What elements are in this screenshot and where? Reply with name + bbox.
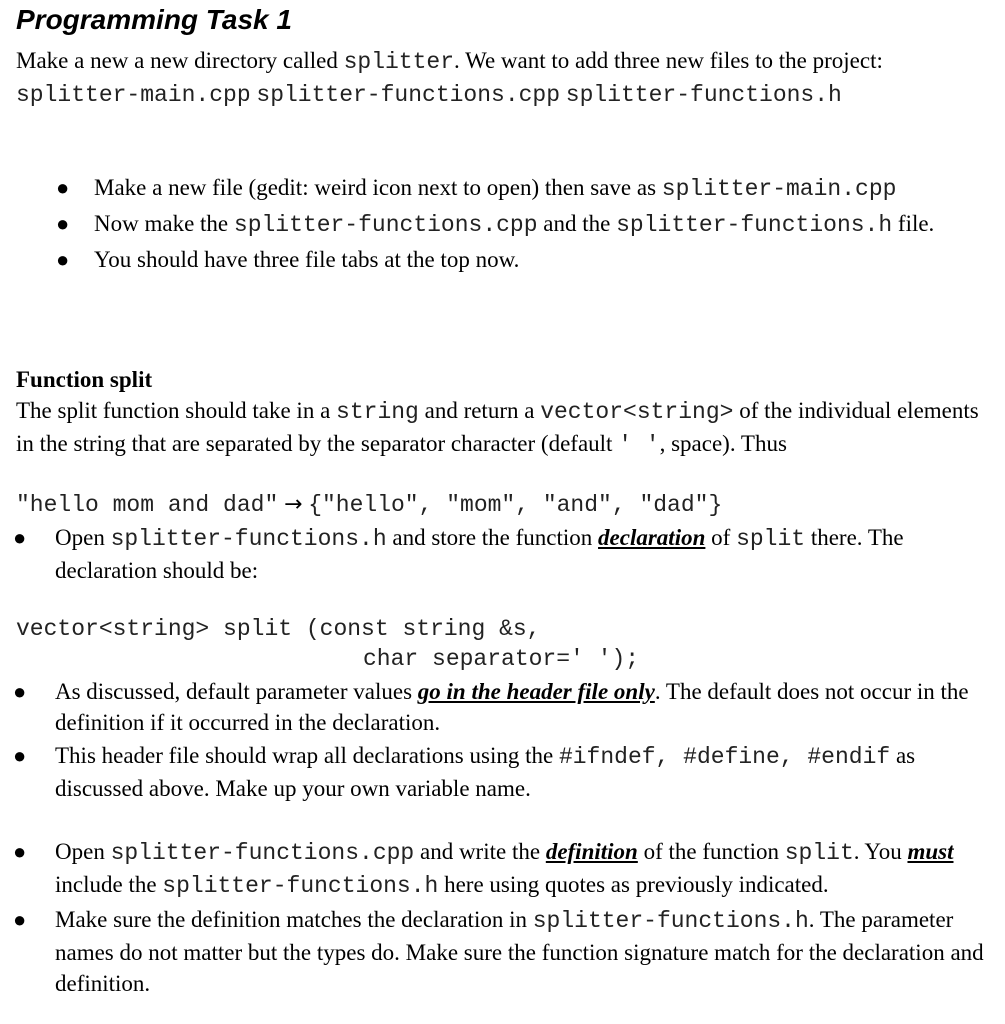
page-title: Programming Task 1 <box>16 4 292 35</box>
filename-code: splitter-functions.h <box>565 82 842 108</box>
item-text: . The parameter names do not matter but the types do. Make sure the function signature match for the declaration and definition. <box>55 907 984 996</box>
intro-text: . We want to add three new files to the project: <box>454 48 883 73</box>
item-text: and store the function <box>386 525 599 550</box>
item-text: there. The declaration should be: <box>55 525 904 583</box>
list-item <box>13 522 985 586</box>
item-text: Open <box>55 525 111 550</box>
filename-code: splitter-functions.h <box>616 212 893 238</box>
list-item <box>56 208 985 241</box>
item-text: Make a new file (gedit: weird icon next to open) then save as <box>94 175 662 200</box>
example-line <box>16 488 985 521</box>
item-text: You should have three file tabs at the top now. <box>94 247 520 272</box>
filename-code: splitter-functions.cpp <box>110 840 415 866</box>
header-rules-bullet-list <box>13 676 985 806</box>
bullet-icon: ● <box>13 743 27 768</box>
filename-code: splitter-functions.h <box>162 873 439 899</box>
list-item <box>56 172 985 205</box>
intro-paragraph <box>16 45 985 111</box>
emphasis-text: must <box>907 839 954 864</box>
item-text: as discussed above. Make up your own variable name. <box>55 743 916 801</box>
desc-text: and return a <box>418 398 541 423</box>
filename-code: splitter-main.cpp <box>16 82 251 108</box>
example-output-code: {"hello", "mom", "and", "dad"} <box>308 492 723 518</box>
bullet-icon: ● <box>13 679 27 704</box>
desc-text: The split function should take in a <box>16 398 337 423</box>
item-text: This header file should wrap all declarations using the <box>55 743 559 768</box>
bullet-icon: ● <box>56 247 70 272</box>
filename-code: splitter-main.cpp <box>661 176 897 202</box>
list-item <box>13 904 985 999</box>
separator-code: ' ' <box>618 432 660 458</box>
bullet-icon: ● <box>13 839 27 864</box>
declaration-bullet-list <box>13 522 985 588</box>
item-text: here using quotes as previously indicated. <box>438 872 829 897</box>
split-description <box>16 395 985 461</box>
list-item <box>13 836 985 902</box>
bullet-icon: ● <box>13 907 27 932</box>
item-text: . The default does not occur in the definition if it occurred in the declaration. <box>55 679 969 735</box>
emphasis-text: definition <box>545 839 638 864</box>
emphasis-text: declaration <box>598 525 706 550</box>
setup-bullet-list <box>56 172 985 278</box>
list-item <box>56 244 985 275</box>
filename-code: splitter-functions.h <box>532 908 809 934</box>
filename-code: splitter-functions.h <box>110 526 387 552</box>
emphasis-text: go in the header file only <box>417 679 655 704</box>
desc-text: of the individual elements in the string that are separated by the separator character (default <box>16 398 979 456</box>
item-text: of <box>705 525 737 550</box>
filename-code: splitter-functions.cpp <box>233 212 538 238</box>
type-code: vector<string> <box>540 399 734 425</box>
code-line: vector<string> split (const string &s, <box>16 616 541 642</box>
code-line: char separator=' '); <box>363 646 640 672</box>
declaration-code-block <box>16 614 985 674</box>
function-name-code: split <box>784 840 854 866</box>
list-item <box>13 740 985 804</box>
item-text: Make sure the definition matches the declaration in <box>55 907 533 932</box>
item-text: . You <box>853 839 908 864</box>
item-text: Open <box>55 839 111 864</box>
item-text: As discussed, default parameter values <box>55 679 418 704</box>
item-text: file. <box>892 211 935 236</box>
item-text: and write the <box>414 839 546 864</box>
desc-text: , space). Thus <box>659 431 787 456</box>
bullet-icon: ● <box>13 525 27 550</box>
intro-text: Make a new a new directory called <box>16 48 344 73</box>
definition-bullet-list <box>13 836 985 1001</box>
item-text: of the function <box>637 839 785 864</box>
bullet-icon: ● <box>56 211 70 236</box>
example-input-code: "hello mom and dad" <box>16 492 279 518</box>
right-arrow-icon: → <box>284 492 303 517</box>
function-name-code: split <box>736 526 806 552</box>
list-item <box>13 676 985 738</box>
type-code: string <box>336 399 419 425</box>
item-text: and the <box>537 211 617 236</box>
directive-code: #ifndef, #define, #endif <box>558 744 891 770</box>
section-heading: Function split <box>16 367 153 392</box>
item-text: Now make the <box>94 211 234 236</box>
directory-name-code: splitter <box>343 49 455 75</box>
filename-code: splitter-functions.cpp <box>256 82 561 108</box>
item-text: include the <box>55 872 163 897</box>
bullet-icon: ● <box>56 175 70 200</box>
